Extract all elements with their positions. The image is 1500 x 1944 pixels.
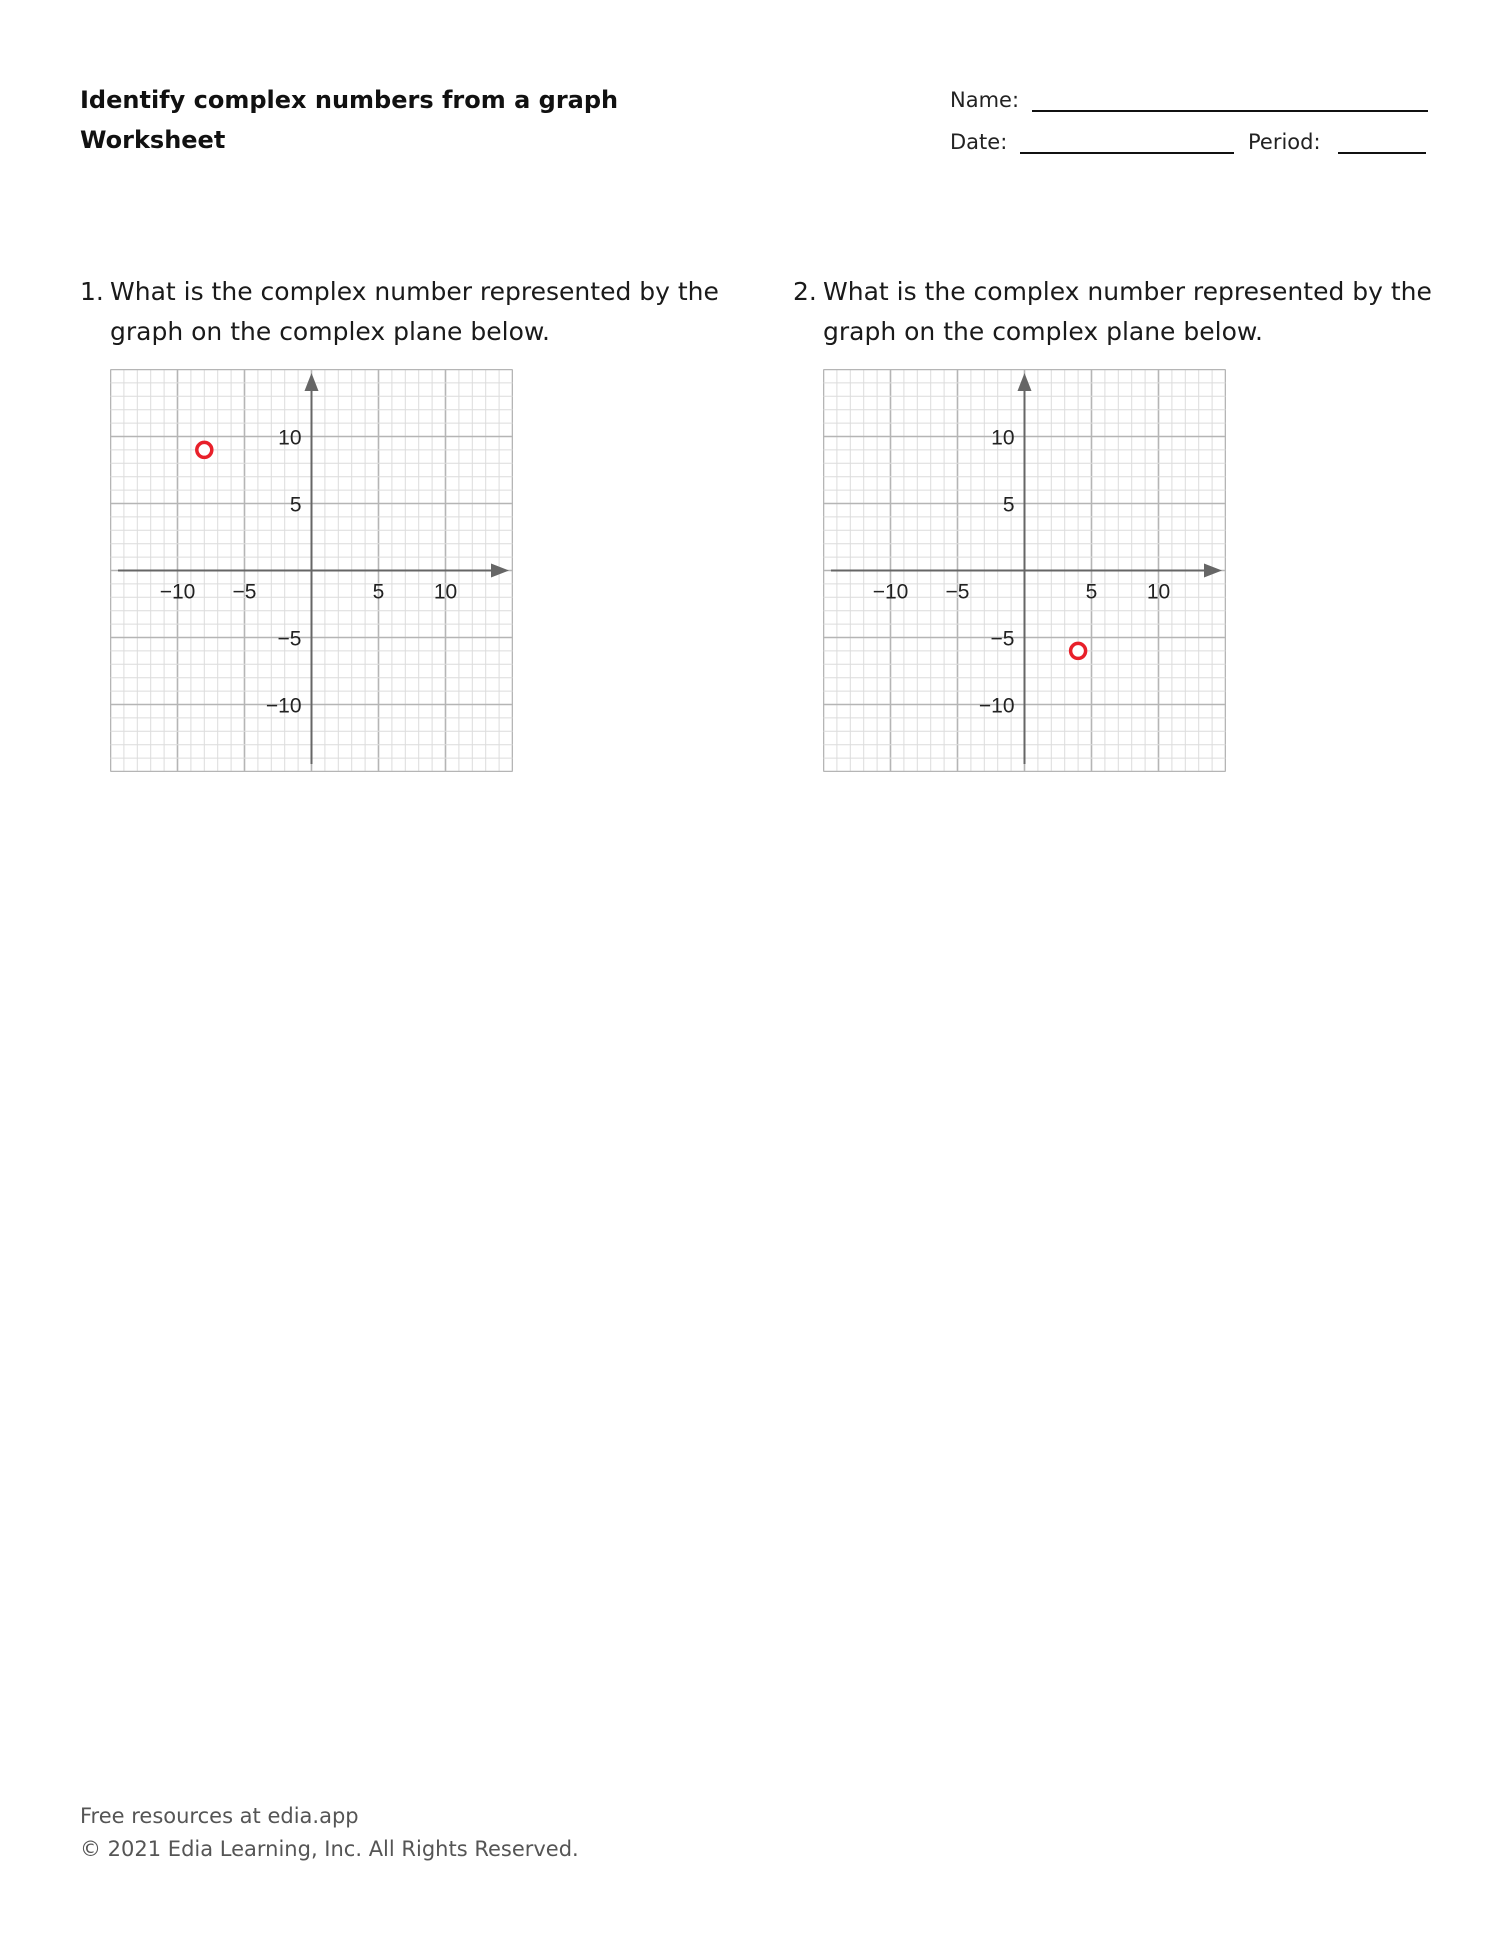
complex-plane-svg <box>823 369 1226 772</box>
name-line[interactable] <box>1032 110 1428 112</box>
question-number: 1. <box>80 277 104 306</box>
real-axis-arrow-icon <box>491 564 509 578</box>
complex-plane-svg <box>110 369 513 772</box>
complex-plane-graph-2 <box>823 369 1226 772</box>
x-tick-label: 5 <box>372 580 385 604</box>
y-tick-label: 10 <box>278 426 302 450</box>
x-tick-label: −10 <box>159 580 196 604</box>
worksheet-title <box>80 80 618 160</box>
y-tick-label: −10 <box>978 694 1015 718</box>
question-text: What is the complex number represented by the graph on the complex plane below. <box>110 277 719 346</box>
question-text: What is the complex number represented by the graph on the complex plane below. <box>823 277 1432 346</box>
y-tick-label: −5 <box>990 627 1015 651</box>
footer-resources: Free resources at edia.app <box>80 1804 359 1828</box>
period-label: Period: <box>1248 130 1321 154</box>
footer-copyright: © 2021 Edia Learning, Inc. All Rights Reserved. <box>80 1837 579 1861</box>
date-label: Date: <box>950 130 1008 154</box>
y-tick-label: 10 <box>991 426 1015 450</box>
x-tick-label: −5 <box>232 580 257 604</box>
y-tick-label: 5 <box>289 493 302 517</box>
title-line-2: Worksheet <box>80 126 226 154</box>
name-label: Name: <box>950 88 1020 112</box>
title-line-1: Identify complex numbers from a graph <box>80 86 619 114</box>
plotted-point <box>197 442 212 457</box>
student-info-fields <box>950 88 1428 172</box>
x-tick-label: 5 <box>1085 580 1098 604</box>
y-tick-label: −10 <box>265 694 302 718</box>
name-field-row <box>950 88 1428 130</box>
y-tick-label: −5 <box>277 627 302 651</box>
x-tick-label: −5 <box>945 580 970 604</box>
complex-plane-graph-1 <box>110 369 513 772</box>
x-tick-label: −10 <box>872 580 909 604</box>
period-line[interactable] <box>1338 152 1426 154</box>
footer <box>80 1800 579 1866</box>
x-tick-label: 10 <box>433 580 458 604</box>
date-line[interactable] <box>1020 152 1234 154</box>
x-tick-label: 10 <box>1146 580 1171 604</box>
question-number: 2. <box>793 277 817 306</box>
real-axis-arrow-icon <box>1204 564 1222 578</box>
plotted-point <box>1071 643 1086 658</box>
y-tick-label: 5 <box>1002 493 1015 517</box>
imaginary-axis-arrow-icon <box>1018 373 1032 391</box>
date-period-row <box>950 130 1428 172</box>
imaginary-axis-arrow-icon <box>305 373 319 391</box>
